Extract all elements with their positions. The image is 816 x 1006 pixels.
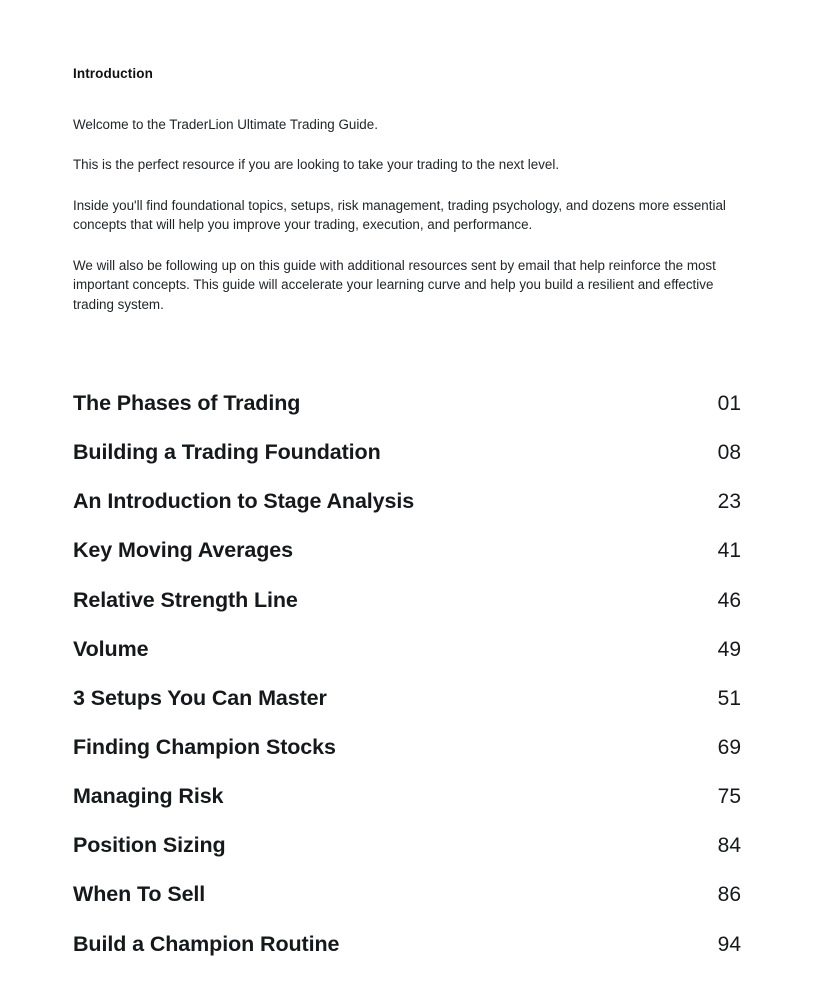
introduction-body [73,115,743,314]
intro-paragraph-1: Welcome to the TraderLion Ultimate Trading Guide. [73,117,378,132]
toc-entry[interactable] [73,834,743,858]
toc-entry-title: An Introduction to Stage Analysis [73,489,415,514]
intro-paragraph-3: Inside you'll find foundational topics, setups, risk management, trading psychology, and dozens more essential concepts that will help you improve your trading, execution, and performance. [73,197,726,233]
toc-entry[interactable] [73,589,743,613]
toc-entry-page: 46 [717,588,741,612]
toc-entry[interactable] [73,687,743,711]
toc-entry-page: 01 [717,392,741,416]
toc-entry[interactable] [73,490,743,514]
toc-entry[interactable] [73,883,743,907]
toc-entry[interactable] [73,785,743,809]
toc-entry-title: Position Sizing [73,833,226,858]
toc-entry-page: 51 [717,686,741,710]
toc-entry-title: Managing Risk [73,784,224,809]
toc-entry-page: 69 [717,736,741,760]
toc-entry-title: The Phases of Trading [73,391,301,416]
toc-entry-title: Finding Champion Stocks [73,735,336,760]
intro-paragraph-2: This is the perfect resource if you are looking to take your trading to the next level. [73,157,560,173]
toc-entry[interactable] [73,441,743,465]
table-of-contents [73,392,743,956]
toc-entry[interactable] [73,392,743,416]
toc-entry-page: 75 [717,785,741,809]
toc-entry-title: Key Moving Averages [73,538,293,563]
toc-entry-page: 08 [717,441,741,465]
toc-entry-title: Build a Champion Routine [73,931,340,956]
toc-entry-page: 86 [717,883,741,907]
intro-paragraph-4: We will also be following up on this guide with additional resources sent by email that help reinforce the most important concepts. This guide will accelerate your learning curve and help you build a resilient and effective trading system. [73,257,716,312]
toc-entry-title: 3 Setups You Can Master [73,685,327,710]
toc-entry-title: Building a Trading Foundation [73,440,381,465]
toc-entry[interactable] [73,539,743,563]
page-content [73,66,743,982]
toc-entry-page: 41 [717,539,741,563]
toc-entry-page: 94 [717,932,741,956]
toc-entry[interactable] [73,638,743,662]
toc-entry-page: 84 [717,834,741,858]
toc-entry-page: 23 [717,490,741,514]
introduction-heading: Introduction [73,66,153,81]
toc-entry-page: 49 [717,637,741,661]
toc-entry-title: When To Sell [73,882,206,907]
toc-entry[interactable] [73,736,743,760]
toc-entry-title: Volume [73,636,149,661]
toc-entry[interactable] [73,933,743,957]
toc-entry-title: Relative Strength Line [73,587,298,612]
